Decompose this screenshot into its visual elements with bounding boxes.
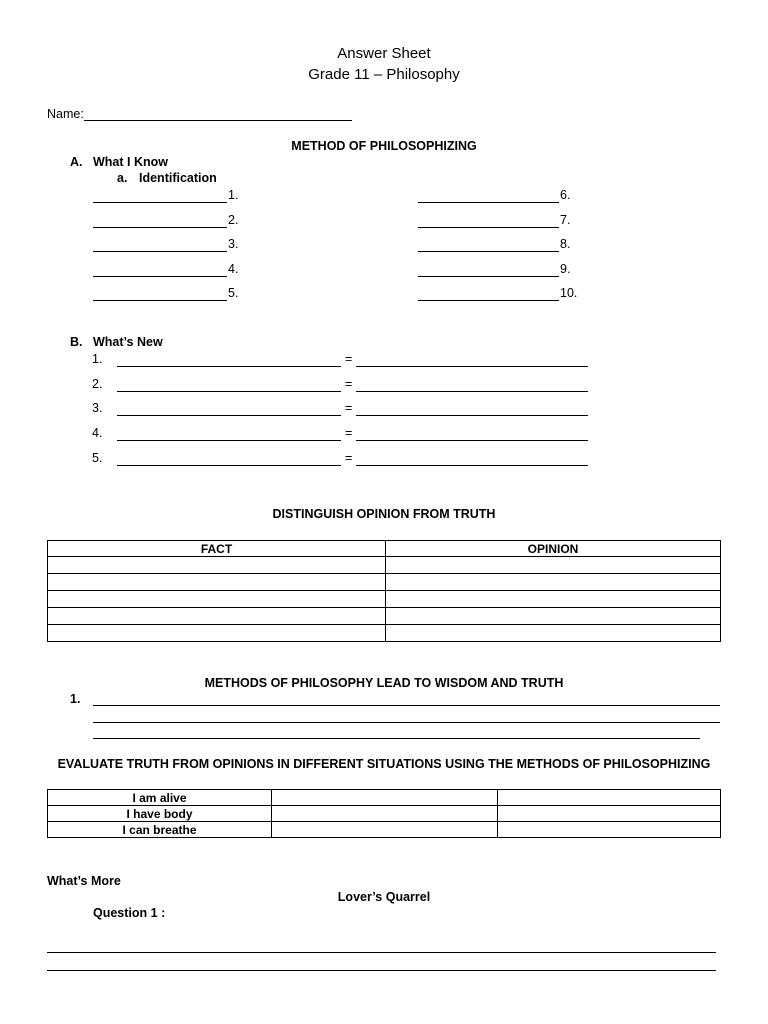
part-a-sub-letter: a.	[117, 171, 128, 185]
opinion-cell[interactable]	[386, 557, 721, 574]
answer-line[interactable]	[47, 952, 716, 953]
term-blank[interactable]	[117, 440, 341, 441]
term-blank[interactable]	[117, 415, 341, 416]
table-row	[48, 790, 721, 806]
name-field[interactable]	[84, 120, 352, 121]
table-row	[48, 608, 721, 625]
identification-number: 1.	[228, 188, 239, 202]
definition-blank[interactable]	[356, 391, 588, 392]
whats-new-number: 3.	[92, 401, 103, 416]
opinion-column-header: OPINION	[386, 541, 721, 557]
definition-blank[interactable]	[356, 415, 588, 416]
identification-number: 7.	[560, 212, 571, 227]
answer-cell[interactable]	[272, 790, 498, 806]
identification-blank[interactable]	[418, 276, 559, 277]
opinion-cell[interactable]	[386, 591, 721, 608]
part-a-letter: A.	[70, 155, 83, 169]
fact-cell[interactable]	[48, 557, 386, 574]
identification-number: 8.	[560, 237, 571, 251]
opinion-cell[interactable]	[386, 625, 721, 642]
whats-new-number: 2.	[92, 376, 103, 391]
evaluate-table	[47, 789, 721, 838]
answer-cell[interactable]	[498, 790, 721, 806]
whats-new-number: 1.	[92, 352, 103, 366]
whats-new-number: 4.	[92, 426, 103, 441]
identification-blank[interactable]	[93, 202, 227, 203]
part-b-letter: B.	[70, 335, 83, 349]
fact-opinion-table	[47, 540, 721, 642]
story-title: Lover’s Quarrel	[337, 890, 431, 904]
equals-sign: =	[345, 450, 353, 465]
methods-lead-heading: METHODS OF PHILOSOPHY LEAD TO WISDOM AND TRUTH	[204, 676, 564, 690]
method-of-philosophizing-heading: METHOD OF PHILOSOPHIZING	[291, 139, 477, 153]
definition-blank[interactable]	[356, 366, 588, 367]
part-a-sub-title: Identification	[139, 171, 217, 185]
sheet-subtitle: Grade 11 – Philosophy	[308, 66, 460, 83]
opinion-cell[interactable]	[386, 608, 721, 625]
answer-cell[interactable]	[498, 822, 721, 838]
statement-cell: I can breathe	[48, 822, 272, 838]
part-b-title: What’s New	[93, 335, 163, 349]
identification-blank[interactable]	[93, 276, 227, 277]
opinion-cell[interactable]	[386, 574, 721, 591]
name-label: Name:	[47, 107, 84, 121]
identification-number: 6.	[560, 188, 571, 202]
term-blank[interactable]	[117, 465, 341, 466]
fact-column-header: FACT	[48, 541, 386, 557]
answer-cell[interactable]	[272, 806, 498, 822]
identification-number: 4.	[228, 261, 239, 276]
equals-sign: =	[345, 401, 353, 416]
part-a-title: What I Know	[93, 155, 168, 169]
identification-blank[interactable]	[93, 227, 227, 228]
equals-sign: =	[345, 376, 353, 391]
evaluate-heading: EVALUATE TRUTH FROM OPINIONS IN DIFFERENT SITUATIONS USING THE METHODS OF PHILOSOPHIZING	[57, 757, 711, 771]
statement-cell: I have body	[48, 806, 272, 822]
distinguish-heading: DISTINGUISH OPINION FROM TRUTH	[272, 507, 496, 521]
answer-line[interactable]	[47, 970, 716, 971]
essay-item-number: 1.	[70, 692, 81, 706]
equals-sign: =	[345, 352, 353, 366]
table-row	[48, 806, 721, 822]
identification-blank[interactable]	[93, 251, 227, 252]
equals-sign: =	[345, 426, 353, 441]
term-blank[interactable]	[117, 391, 341, 392]
identification-blank[interactable]	[418, 300, 559, 301]
identification-number: 10.	[560, 286, 578, 300]
sheet-title: Answer Sheet	[337, 45, 431, 62]
answer-cell[interactable]	[498, 806, 721, 822]
table-row	[48, 591, 721, 608]
term-blank[interactable]	[117, 366, 341, 367]
definition-blank[interactable]	[356, 465, 588, 466]
definition-blank[interactable]	[356, 440, 588, 441]
identification-number: 2.	[228, 212, 239, 227]
answer-cell[interactable]	[272, 822, 498, 838]
fact-cell[interactable]	[48, 574, 386, 591]
identification-number: 9.	[560, 261, 571, 276]
whats-new-number: 5.	[92, 450, 103, 465]
identification-blank[interactable]	[93, 300, 227, 301]
identification-number: 3.	[228, 237, 239, 251]
fact-cell[interactable]	[48, 608, 386, 625]
table-row	[48, 557, 721, 574]
essay-line[interactable]	[93, 738, 700, 739]
statement-cell: I am alive	[48, 790, 272, 806]
identification-number: 5.	[228, 286, 239, 300]
essay-line[interactable]	[93, 705, 720, 706]
table-row	[48, 574, 721, 591]
table-row	[48, 822, 721, 838]
identification-blank[interactable]	[418, 227, 559, 228]
essay-line[interactable]	[93, 722, 720, 723]
identification-blank[interactable]	[418, 202, 559, 203]
fact-cell[interactable]	[48, 625, 386, 642]
whats-more-heading: What’s More	[47, 874, 121, 888]
fact-cell[interactable]	[48, 591, 386, 608]
question-label: Question 1 :	[93, 906, 166, 920]
table-row	[48, 625, 721, 642]
identification-blank[interactable]	[418, 251, 559, 252]
